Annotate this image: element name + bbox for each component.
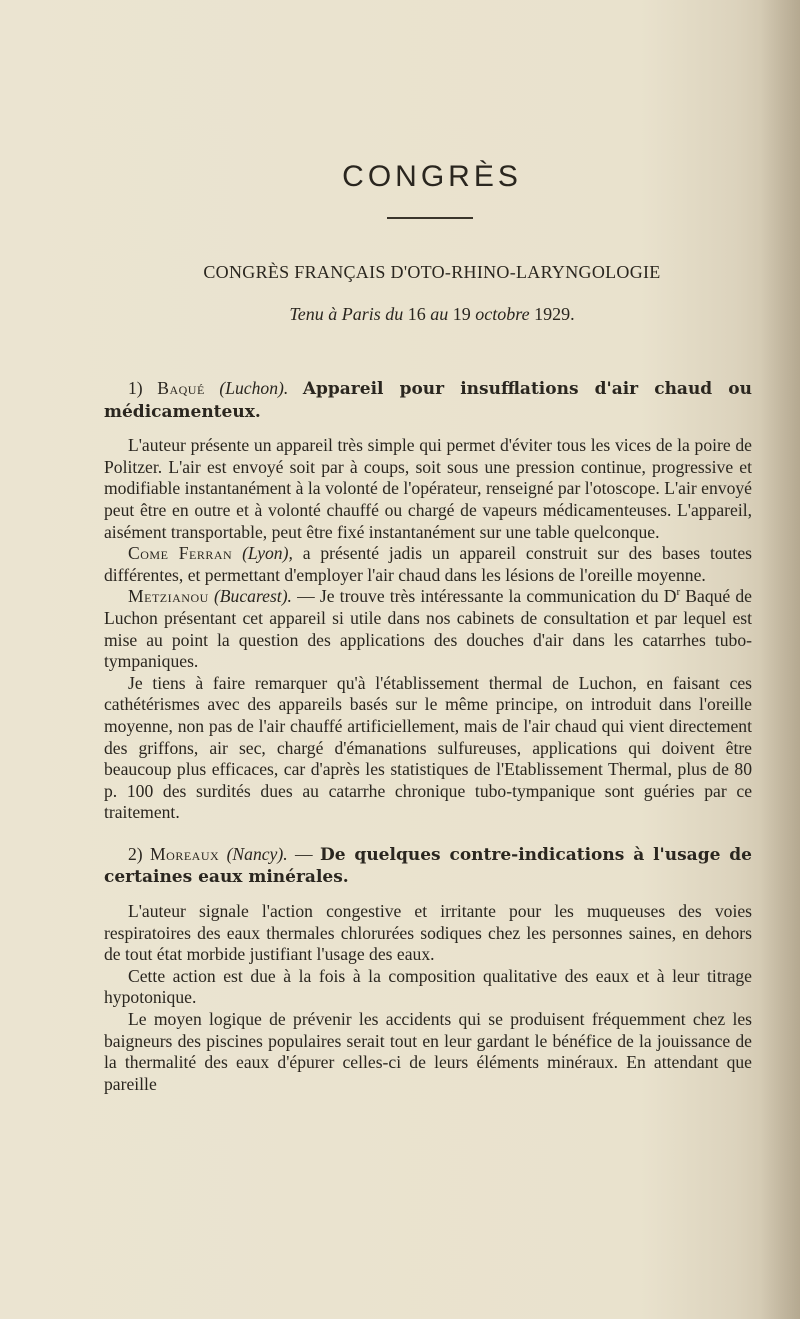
item-1-city: (Luchon). xyxy=(219,378,289,398)
dateline-month: octobre xyxy=(475,304,530,324)
item-1-paragraph-3 xyxy=(104,586,752,672)
item-1-author: Baqué xyxy=(157,378,205,398)
item-2-heading xyxy=(104,844,752,889)
item-1-p2-city: (Lyon), xyxy=(242,543,293,564)
item-1-p3-sup: r xyxy=(676,586,681,599)
congress-dateline xyxy=(0,304,800,325)
item-2-city: (Nancy). xyxy=(226,843,288,864)
section-gap xyxy=(104,824,752,844)
item-1-p2-text: a présenté jadis un appareil construit sur des bases toutes différentes, et permettant d'employer l'air chaud dans les lésions de l'oreille moyenne. xyxy=(104,543,752,585)
item-1-p3-author: Metzianou xyxy=(128,586,209,607)
item-1-p2-author: Come Ferran xyxy=(128,543,233,564)
article-body xyxy=(104,378,752,1095)
item-2-title: De quelques contre-indications à l'usage de certaines eaux minérales. xyxy=(104,844,752,888)
dateline-mid: au xyxy=(430,304,449,324)
page-edge-shadow xyxy=(760,0,800,1319)
dateline-pre: Tenu à Paris du xyxy=(289,304,404,324)
item-1-paragraph-1: L'auteur présente un appareil très simple qui permet d'éviter tous les vices de la poire de Politzer. L'air est envoyé soit par à coups, soit sous une pression continue, progressive et modifiable instantanément à la volonté de l'opérateur, renseigné par l'otoscope. L'air envoyé peut être en outre et à volonté chauffé ou chargé de vapeurs médicamenteuses. L'appareil, aisément transportable, peut être fixé instantanément sur une table quelconque. xyxy=(104,435,752,542)
page-title: CONGRÈS xyxy=(342,160,522,193)
item-2-dash: — xyxy=(295,843,313,864)
item-1-p3-text-b: Baqué de Luchon présentant cet appareil si utile dans nos cabinets de consultation et par lequel est mise au point la question des applications des douches d'air dans les catarrhes tubo-tympaniques. xyxy=(104,586,752,672)
item-1-number: 1) xyxy=(128,378,143,398)
title-divider xyxy=(387,217,473,219)
item-2-author: Moreaux xyxy=(150,843,220,864)
dateline-day-start: 16 xyxy=(407,304,426,324)
dateline-year: 1929. xyxy=(534,304,575,324)
congress-subtitle: CONGRÈS FRANÇAIS D'OTO-RHINO-LARYNGOLOGIE xyxy=(203,262,661,282)
item-1-p3-text-a: — Je trouve très intéressante la communication du D xyxy=(297,586,677,607)
item-2-paragraph-2: Cette action est due à la fois à la composition qualitative des eaux et à leur titrage hypotonique. xyxy=(104,965,752,1008)
item-1-title: Appareil pour insufflations d'air chaud ou médicamenteux. xyxy=(104,379,752,422)
item-1-paragraph-2 xyxy=(104,543,752,586)
item-2-paragraph-3: Le moyen logique de prévenir les accidents qui se produisent fréquemment chez les baigneurs des piscines populaires serait tout en leur gardant le bénéfice de la jouissance de la thermalité des eaux d'épurer celles-ci de leurs éléments minéraux. En attendant que pareille xyxy=(104,1009,752,1094)
item-1-p3-city: (Bucarest). xyxy=(213,586,292,607)
item-1-paragraph-4: Je tiens à faire remarquer qu'à l'établissement thermal de Luchon, en faisant ces cathétérismes avec des appareils basés sur le même principe, on introduit dans l'oreille moyenne, non pas de l'air chauffé artificiellement, mais de l'air chaud qui vient directement des griffons, air sec, chargé d'émanations sulfureuses, applications qui doivent être beaucoup plus efficaces, car d'après les statistiques de l'Etablissement Thermal, plus de 80 p. 100 des surdités dues au catarrhe chronique tubo-tympanique sont guéries par ce traitement. xyxy=(104,672,752,823)
dateline-day-end: 19 xyxy=(452,304,471,324)
item-2-number: 2) xyxy=(128,843,143,864)
item-1-heading xyxy=(104,378,752,423)
item-2-paragraph-1: L'auteur signale l'action congestive et irritante pour les muqueuses des voies respiratoires des eaux thermales chlorurées sodiques chez les personnes saines, en dehors de tout état morbide justifiant l'usage des eaux. xyxy=(104,901,752,965)
